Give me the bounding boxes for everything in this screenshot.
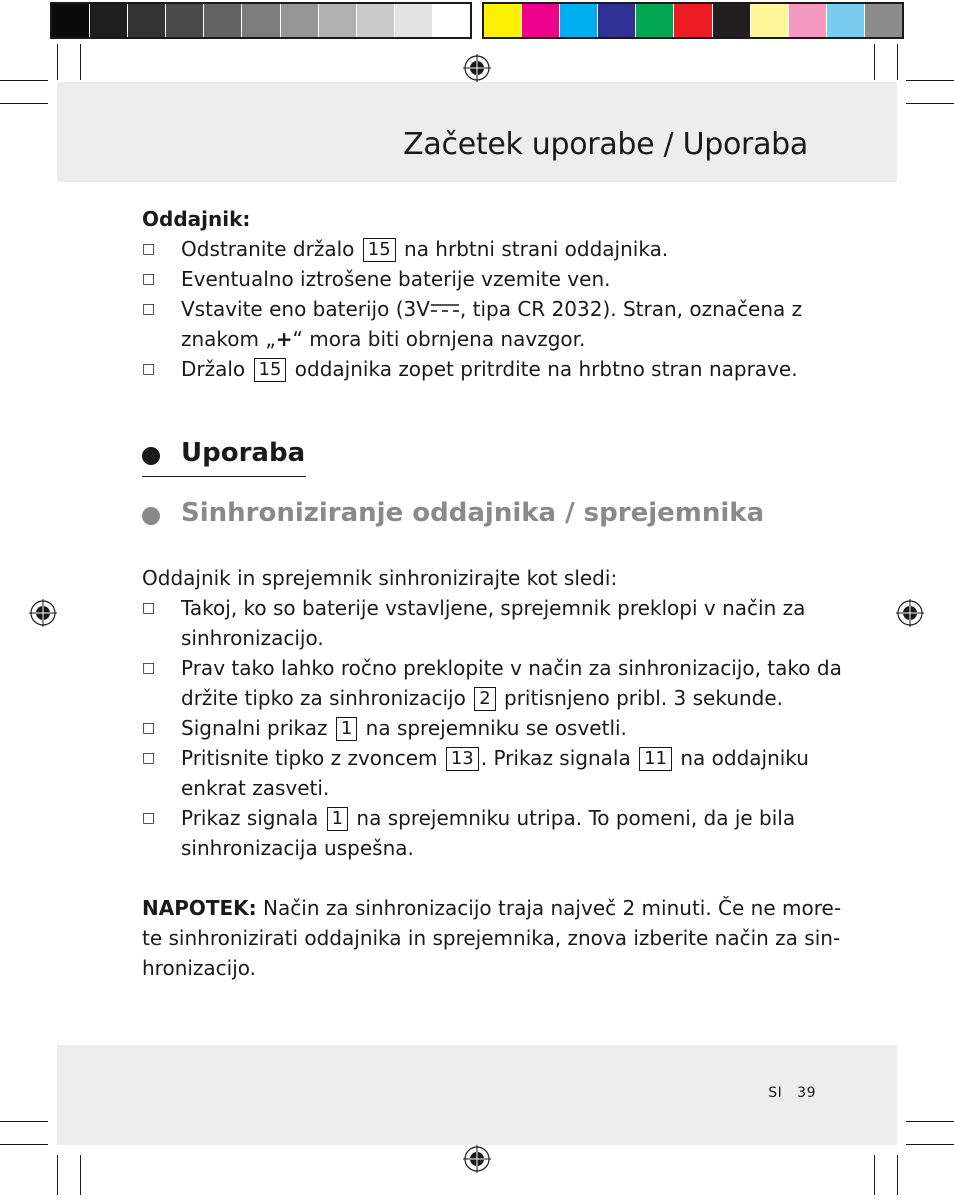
list-item: Prav tako lahko ročno preklopite v način za sinhronizacijo, tako da	[181, 656, 842, 680]
reference-number: 1	[327, 807, 348, 831]
reference-number: 15	[254, 358, 287, 382]
crop-mark	[906, 80, 954, 81]
list-item	[181, 354, 798, 384]
list-item-text: na sprejemniku utripa. To pomeni, da je bila	[356, 806, 796, 830]
color-swatch	[827, 4, 865, 37]
color-swatch	[166, 4, 204, 37]
color-swatch	[204, 4, 242, 37]
direct-current-icon	[430, 302, 460, 316]
list-item-continuation: sinhronizacijo.	[181, 626, 324, 650]
list-item-text: Odstranite držalo	[181, 237, 355, 261]
list-item	[181, 234, 668, 264]
bullet-icon: □	[142, 660, 156, 676]
color-swatch	[52, 4, 90, 37]
list-item-text: na hrbtni strani oddajnika.	[404, 237, 669, 261]
bullet-icon: □	[142, 361, 156, 377]
crop-mark	[0, 80, 48, 81]
crop-mark	[906, 1144, 954, 1145]
color-calibration-bar	[482, 2, 904, 39]
note-label: NAPOTEK:	[142, 896, 257, 920]
crop-mark	[0, 1121, 48, 1122]
list-item-text: na oddajniku	[680, 746, 809, 770]
bullet-icon: □	[142, 241, 156, 257]
color-swatch	[90, 4, 128, 37]
page-title: Začetek uporabe / Uporaba	[403, 127, 808, 162]
registration-mark-icon	[463, 54, 491, 82]
sync-intro: Oddajnik in sprejemnik sinhronizirajte kot sledi:	[142, 566, 618, 590]
color-swatch	[522, 4, 560, 37]
reference-number: 2	[474, 687, 495, 711]
bullet-icon: □	[142, 720, 156, 736]
crop-mark	[897, 44, 898, 80]
registration-mark-icon	[896, 599, 924, 627]
color-swatch	[713, 4, 751, 37]
bullet-icon: □	[142, 600, 156, 616]
section-bullet-icon	[142, 507, 160, 525]
list-item-text: Pritisnite tipko z zvoncem	[181, 746, 438, 770]
crop-mark	[0, 103, 48, 104]
crop-mark	[906, 103, 954, 104]
language-code: SI	[768, 1085, 783, 1101]
color-swatch	[281, 4, 319, 37]
list-item-text: oddajnika zopet pritrdite na hrbtno stran naprave.	[294, 357, 798, 381]
crop-mark	[57, 1155, 58, 1195]
crop-mark	[57, 44, 58, 80]
crop-mark	[874, 1155, 875, 1195]
section-heading-use: Uporaba	[181, 438, 306, 468]
list-item	[181, 743, 809, 773]
crop-mark	[80, 1155, 81, 1195]
note-paragraph	[142, 893, 841, 923]
list-item	[181, 803, 795, 833]
list-item-text: na sprejemniku se osvetli.	[365, 716, 627, 740]
list-item-text: pritisnjeno pribl. 3 sekunde.	[504, 686, 784, 710]
crop-mark	[897, 1155, 898, 1195]
grayscale-calibration-bar	[50, 2, 472, 39]
list-item-continuation: sinhronizacija uspešna.	[181, 836, 414, 860]
list-item-text: , tipa CR 2032). Stran, označena z	[459, 297, 803, 321]
crop-mark	[874, 44, 875, 80]
color-swatch	[636, 4, 674, 37]
color-swatch	[357, 4, 395, 37]
color-swatch	[242, 4, 280, 37]
color-swatch	[319, 4, 357, 37]
color-swatch	[598, 4, 636, 37]
list-item-text: Vstavite eno baterijo (3	[181, 297, 417, 321]
list-item-text: znakom „	[181, 327, 276, 351]
color-swatch	[674, 4, 712, 37]
bullet-icon: □	[142, 271, 156, 287]
section-bullet-icon	[142, 447, 160, 465]
color-swatch	[395, 4, 433, 37]
list-item-text: Držalo	[181, 357, 246, 381]
crop-mark	[0, 1144, 48, 1145]
list-item-text: Signalni prikaz	[181, 716, 328, 740]
crop-mark	[906, 1121, 954, 1122]
list-item: Eventualno iztrošene baterije vzemite ven.	[181, 267, 611, 291]
page-number	[768, 1085, 816, 1101]
page-number-value: 39	[797, 1085, 816, 1101]
list-item	[181, 294, 802, 324]
registration-mark-icon	[463, 1145, 491, 1173]
list-item-text: Prikaz signala	[181, 806, 319, 830]
color-swatch	[560, 4, 598, 37]
color-swatch	[751, 4, 789, 37]
color-swatch	[433, 4, 470, 37]
transmitter-heading: Oddajnik:	[142, 207, 251, 231]
list-item-continuation: enkrat zasveti.	[181, 776, 330, 800]
bullet-icon: □	[142, 810, 156, 826]
list-item	[181, 713, 627, 743]
list-item-continuation	[181, 324, 585, 354]
plus-sign: +	[275, 327, 293, 351]
voltage-unit: V	[416, 297, 430, 321]
color-swatch	[865, 4, 902, 37]
list-item-continuation	[181, 683, 783, 713]
list-item: Takoj, ko so baterije vstavljene, sprejemnik preklopi v način za	[181, 596, 806, 620]
reference-number: 1	[336, 717, 357, 741]
registration-mark-icon	[29, 599, 57, 627]
list-item-text: “ mora biti obrnjena navzgor.	[292, 327, 586, 351]
bullet-icon: □	[142, 750, 156, 766]
reference-number: 11	[639, 747, 672, 771]
section-underline	[142, 476, 306, 477]
list-item-text: držite tipko za sinhronizacijo	[181, 686, 466, 710]
note-text: hronizacijo.	[142, 956, 257, 980]
list-item-text: . Prikaz signala	[480, 746, 631, 770]
section-heading-sync: Sinhroniziranje oddajnika / sprejemnika	[181, 498, 765, 528]
color-swatch	[128, 4, 166, 37]
color-swatch	[484, 4, 522, 37]
reference-number: 13	[446, 747, 479, 771]
color-swatch	[789, 4, 827, 37]
note-text: Način za sinhronizacijo traja največ 2 minuti. Če ne more-	[263, 896, 842, 920]
reference-number: 15	[363, 238, 396, 262]
note-text: te sinhronizirati oddajnika in sprejemnika, znova izberite način za sin-	[142, 926, 841, 950]
crop-mark	[80, 44, 81, 80]
bullet-icon: □	[142, 301, 156, 317]
